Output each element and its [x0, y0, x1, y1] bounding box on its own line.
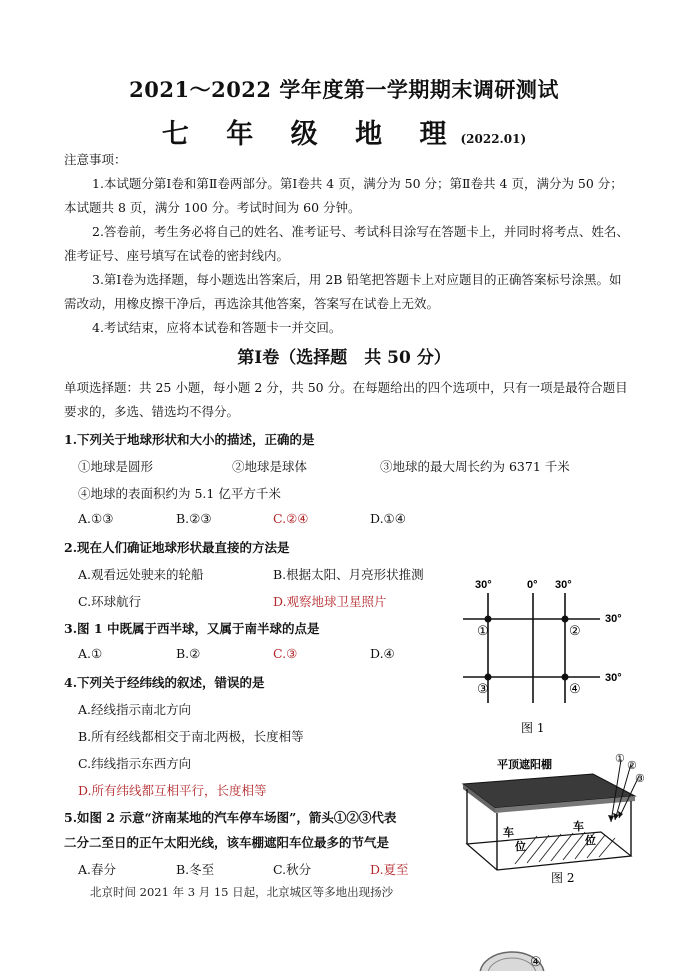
q1-statement-1: ①地球是圆形: [78, 459, 154, 474]
roof-label: 平顶遮阳棚: [497, 759, 552, 771]
watermark-text: 北京时间 2021 年 3 月 15 日起，北京城区等多地出现扬沙: [90, 885, 394, 899]
exam-title: 2021～2022 学年度第一学期期末调研测试: [129, 77, 559, 102]
note-item-3: 3.第Ⅰ卷为选择题，每小题选出答案后，用 2B 铅笔把答题卡上对应题目的正确答案标号涂黑。如需改动，用橡皮擦干净后，再选涂其他答案，答案写在试卷上无效。: [64, 272, 622, 311]
q4-option-a[interactable]: A.经线指示南北方向: [78, 702, 192, 717]
q5-option-d[interactable]: D.夏至: [370, 862, 409, 877]
note-item-1: 1.本试题分第Ⅰ卷和第Ⅱ卷两部分。第Ⅰ卷共 4 页，满分为 50 分；第Ⅱ卷共 4 页，满分为 50 分；本试题共 8 页，满分 100 分。考试时间为 60 分钟。: [64, 176, 623, 215]
arrow-label-2: ②: [627, 759, 637, 772]
space-label-char: 位: [515, 840, 526, 853]
q5-option-a[interactable]: A.春分: [78, 862, 117, 877]
q3-option-c[interactable]: C.③: [273, 646, 298, 661]
point-1-label: ①: [477, 624, 489, 639]
q4-option-b[interactable]: B.所有经线都相交于南北两极，长度相等: [78, 729, 304, 744]
parking-ground: [467, 832, 631, 870]
badge-number: ④: [530, 955, 542, 970]
bottom-badge-stamp: [476, 942, 556, 971]
section-title: 第Ⅰ卷（选择题 共 50 分）: [237, 348, 451, 368]
q1-statement-3: ③地球的最大周长约为 6371 千米: [380, 459, 570, 474]
q3-option-a[interactable]: A.①: [78, 646, 103, 661]
section-intro: 单项选择题：共 25 小题，每小题 2 分，共 50 分。在每题给出的四个选项中，只有一项是最符合题目要求的，多选、错选均不得分。: [64, 380, 628, 419]
arrow-head: [608, 815, 614, 822]
q5-option-c[interactable]: C.秋分: [273, 862, 312, 877]
point-3-label: ③: [477, 682, 489, 697]
grid-dot: [485, 616, 492, 623]
q3-option-b[interactable]: B.②: [176, 646, 201, 661]
q1-option-c[interactable]: C.②④: [273, 511, 309, 526]
q1-option-b[interactable]: B.②③: [176, 511, 212, 526]
grid-dot: [562, 616, 569, 623]
figure-1-grid: [455, 575, 645, 750]
lat-label-north: 30°: [605, 613, 622, 625]
note-item-2: 2.答卷前，考生务必将自己的姓名、准考证号、考试科目涂写在答题卡上，并同时将考点、姓名、准考证号、座号填写在试卷的密封线内。: [64, 224, 629, 263]
q3-option-d[interactable]: D.④: [370, 646, 395, 661]
q5-option-b[interactable]: B.冬至: [176, 862, 215, 877]
q4-option-c[interactable]: C.纬线指示东西方向: [78, 756, 192, 771]
figure-2-caption: 图 2: [551, 871, 575, 885]
question-2-stem: 2.现在人们确证地球形状最直接的方法是: [64, 540, 290, 555]
point-2-label: ②: [569, 624, 581, 639]
lon-label-east: 30°: [555, 579, 572, 591]
figure-2-parking-shed: [455, 752, 655, 887]
lat-label-south: 30°: [605, 672, 622, 684]
question-1-stem: 1.下列关于地球形状和大小的描述，正确的是: [64, 432, 315, 447]
q1-option-a[interactable]: A.①③: [78, 511, 114, 526]
exam-date: (2022.01): [460, 132, 527, 146]
q1-option-d[interactable]: D.①④: [370, 511, 406, 526]
point-4-label: ④: [569, 682, 581, 697]
q1-statement-2: ②地球是球体: [232, 459, 308, 474]
grid-dot: [562, 674, 569, 681]
question-4-stem: 4.下列关于经纬线的叙述，错误的是: [64, 675, 265, 690]
figure-1-caption: 图 1: [521, 721, 545, 735]
q1-statement-4: ④地球的表面积约为 5.1 亿平方千米: [78, 486, 281, 501]
question-5-stem-line-1: 5.如图 2 示意“济南某地的汽车停车场图”，箭头①②③代表: [64, 810, 397, 825]
q4-option-d[interactable]: D.所有纬线都互相平行，长度相等: [78, 783, 267, 798]
q2-option-c[interactable]: C.环球航行: [78, 594, 142, 609]
question-5-stem-line-2: 二分二至日的正午太阳光线，该车棚遮阳车位最多的节气是: [64, 835, 390, 850]
q2-option-d[interactable]: D.观察地球卫星照片: [273, 594, 387, 609]
notes-title: 注意事项：: [64, 152, 127, 167]
question-3-stem: 3.图 1 中既属于西半球，又属于南半球的点是: [64, 621, 320, 636]
grid-dot: [485, 674, 492, 681]
lon-label-zero: 0°: [527, 579, 538, 591]
subject-name: 七 年 级 地 理: [161, 119, 461, 150]
lon-label-west: 30°: [475, 579, 492, 591]
q2-option-a[interactable]: A.观看远处驶来的轮船: [78, 567, 204, 582]
arrow-label-3: ③: [635, 772, 645, 785]
subject-title: [0, 112, 688, 151]
space-label-char: 车: [573, 820, 584, 833]
note-item-4: 4.考试结束，应将本试卷和答题卡一并交回。: [92, 320, 342, 335]
arrow-head: [613, 813, 619, 820]
q2-option-b[interactable]: B.根据太阳、月亮形状推测: [273, 567, 424, 582]
arrow-label-1: ①: [615, 752, 625, 765]
space-label-char: 车: [503, 826, 514, 839]
space-label-char: 位: [585, 834, 596, 847]
